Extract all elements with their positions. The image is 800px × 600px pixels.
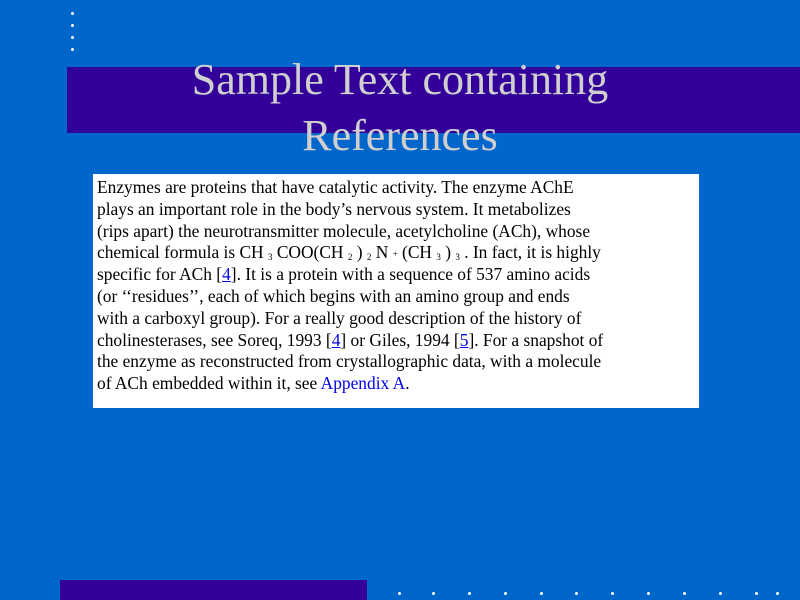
paragraph-text: ] or Giles, 1994 [ bbox=[340, 329, 460, 350]
paragraph-text: ]. It is a protein with a sequence of 537 amino acids bbox=[230, 264, 591, 285]
paragraph-line: with a carboxyl group). For a really good description of the history of bbox=[97, 307, 582, 328]
appendix-a-link[interactable]: Appendix A bbox=[320, 373, 406, 394]
paragraph-line: Enzymes are proteins that have catalytic activity. The enzyme AChE bbox=[97, 177, 574, 197]
decorative-dot bbox=[71, 12, 74, 15]
subscript: 2 bbox=[347, 252, 353, 263]
decorative-dot bbox=[71, 48, 74, 51]
slide-title bbox=[100, 52, 700, 164]
decorative-dot bbox=[755, 592, 758, 595]
paragraph-line: plays an important role in the body’s nervous system. It metabolizes bbox=[97, 198, 571, 219]
reference-link-5[interactable]: 5 bbox=[459, 329, 469, 350]
decorative-dot bbox=[71, 36, 74, 39]
slide-title-line1: Sample Text containing bbox=[191, 55, 609, 104]
footer-band bbox=[60, 580, 367, 600]
decorative-dot bbox=[575, 592, 578, 595]
decorative-dot bbox=[683, 592, 686, 595]
decorative-dot bbox=[398, 592, 401, 595]
subscript: 2 bbox=[366, 252, 372, 263]
superscript: + bbox=[392, 249, 398, 260]
paragraph-text: . In fact, it is highly bbox=[459, 242, 601, 263]
reference-link-4[interactable]: 4 bbox=[331, 329, 341, 350]
paragraph-text: chemical formula is CH bbox=[97, 242, 268, 263]
decorative-dot bbox=[776, 592, 779, 595]
body-paragraph bbox=[97, 177, 699, 395]
paragraph-text: ) bbox=[440, 242, 456, 263]
decorative-dot bbox=[719, 592, 722, 595]
subscript: 3 bbox=[436, 252, 441, 263]
reference-link-4[interactable]: 4 bbox=[222, 264, 231, 285]
decorative-dot bbox=[468, 592, 471, 595]
decorative-dot bbox=[647, 592, 650, 595]
paragraph-line: (rips apart) the neurotransmitter molecule, acetylcholine (ACh), whose bbox=[97, 220, 591, 241]
paragraph-text: cholinesterases, see Soreq, 1993 [ bbox=[97, 329, 332, 350]
paragraph-text: specific for ACh [ bbox=[97, 264, 223, 285]
paragraph-text: COO(CH bbox=[272, 242, 348, 263]
decorative-dot bbox=[504, 592, 507, 595]
paragraph-line: (or ‘‘residues’’, each of which begins with an amino group and ends bbox=[97, 285, 570, 306]
subscript: 3 bbox=[455, 252, 460, 263]
slide-title-line2: References bbox=[302, 111, 498, 160]
decorative-dot bbox=[71, 24, 74, 27]
paragraph-text: N bbox=[371, 242, 393, 263]
paragraph-text: of ACh embedded within it, see bbox=[97, 373, 321, 394]
paragraph-text: (CH bbox=[397, 242, 437, 263]
paragraph-text: . bbox=[405, 373, 410, 394]
paragraph-text: ) bbox=[352, 242, 367, 263]
paragraph-text: ]. For a snapshot of bbox=[468, 329, 604, 350]
paragraph-line: the enzyme as reconstructed from crystallographic data, with a molecule bbox=[97, 351, 602, 372]
content-box bbox=[93, 174, 699, 408]
decorative-dot bbox=[611, 592, 614, 595]
decorative-dot bbox=[540, 592, 543, 595]
subscript: 3 bbox=[267, 252, 273, 263]
decorative-dot bbox=[432, 592, 435, 595]
